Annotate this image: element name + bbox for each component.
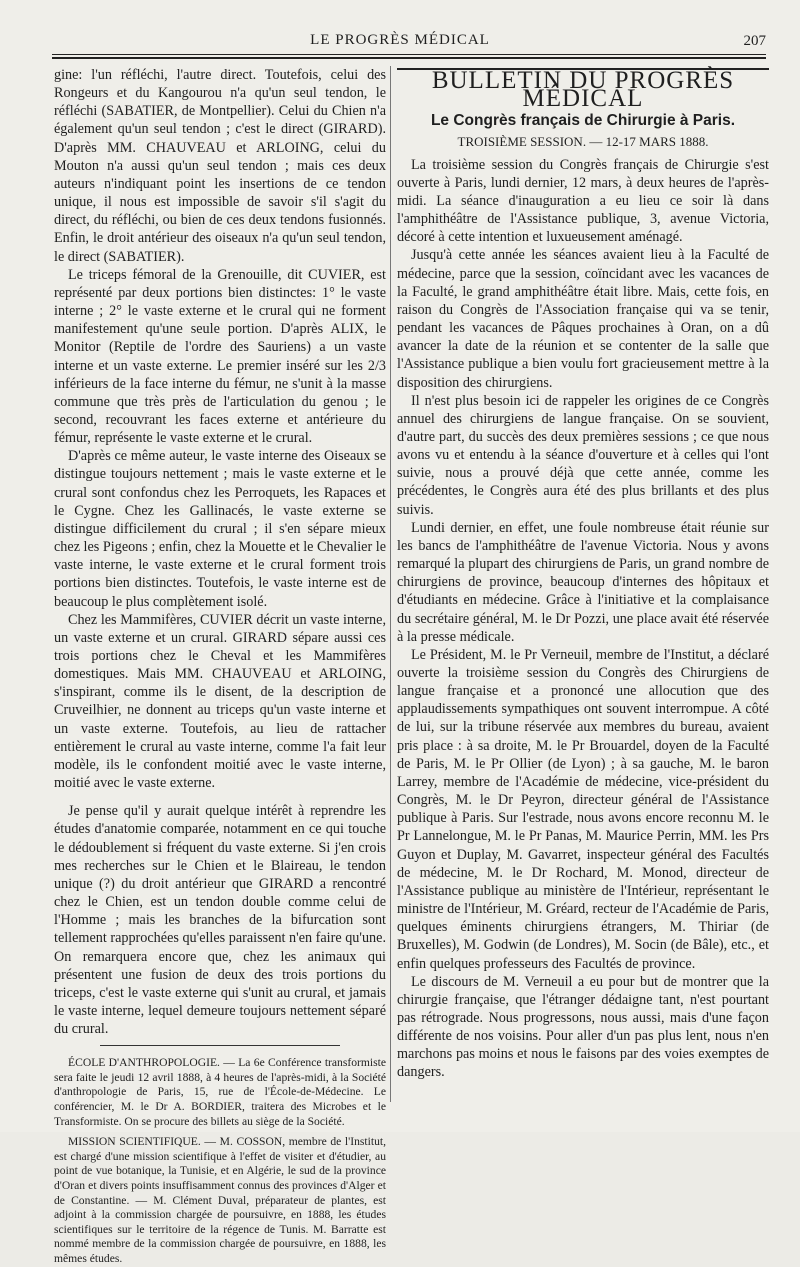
right-paragraph: Le discours de M. Verneuil a eu pour but de montrer que la chirurgie française, que l'étranger dédaigne tant, n'est pourtant pas rétrograde. Nous progressons, nous aussi, mais d'une façon différente de nos voisins. Pour aller d'un pas plus lent, nous n'en marchons pas moins et nous le faisons par des voies exemptes de dangers. bbox=[397, 973, 769, 1081]
running-head bbox=[0, 28, 800, 52]
session-line: TROISIÈME SESSION. — 12-17 MARS 1888. bbox=[457, 134, 709, 150]
column-divider bbox=[390, 66, 391, 1102]
right-column bbox=[397, 66, 769, 1110]
news-notes bbox=[54, 1056, 386, 1266]
right-paragraph: Jusqu'à cette année les séances avaient lieu à la Faculté de médecine, parce que la session, coïncidant avec les vacances de la Faculté, le grand amphithéâtre était libre. Mais, cette fois, en raison du Congrès de l'Association française qui va se tenir, pendant les vacances de Pâques prochaines à Oran, on a dû avancer la date de la réunion et se contenter de la salle que l'Assistance publique a bien voulu fort gracieusement mettre à la disposition des chirurgiens. bbox=[397, 247, 769, 391]
right-paragraph: Lundi dernier, en effet, une foule nombreuse était réunie sur les bancs de l'amphithéâtre de l'avenue Victoria. Nous y avons remarqué la plupart des chirurgiens de Paris, un grand nombre de chirurgiens de province, beaucoup d'internes des hôpitaux et d'étudiants en médecine. Grâce à l'initiative et la complaisance du secrétaire général, M. le Dr Pozzi, une place avait été réservée à la presse médicale. bbox=[397, 519, 769, 645]
bulletin-title: BULLETIN DU PROGRÈS MÉDICAL bbox=[397, 68, 769, 108]
right-paragraph: La troisième session du Congrès français de Chirurgie s'est ouverte à Paris, lundi dernier, 12 mars, à deux heures de l'après-midi. La séance d'inauguration a eu lieu ce soir là dans l'amphithéâtre de l'Assistance publique, 3, avenue Victoria, décoré à cette intention et luxueusement aménagé. bbox=[397, 156, 769, 246]
left-paragraph: Le triceps fémoral de la Grenouille, dit CUVIER, est représenté par deux portions bien distinctes: 1° le vaste interne ; 2° le vaste externe et le crural qui ne forment manifestement qu'une seule portion. D'après ALIX, le Monitor (Reptile de l'ordre des Sauriens) a un vaste interne et un vaste externe. Le premier inséré sur les 2/3 inférieurs de la face interne du fémur, ne s'unit à la masse commune que très près de l'articulation du genou ; le second, recouvrant les faces externe et antérieure du fémur, représente le vaste externe et le crural. bbox=[54, 266, 386, 447]
note-mission: MISSION SCIENTIFIQUE. — M. COSSON, membre de l'Institut, est chargé d'une mission scientifique à l'effet de visiter et d'étudier, au point de vue botanique, la Tunisie, et en Algérie, le sud de la province d'Oran et divers points insuffisamment connus des provinces d'Alger et de Constantine. — M. Clément Duval, préparateur de plantes, est adjoint à la commission chargée de poursuivre, en 1888, les études scientifiques sur le territoire de la régence de Tunis. M. Barratte est nommé membre de la commission chargée de poursuivre, en 1888, les mêmes études. bbox=[54, 1135, 386, 1265]
right-paragraph: Le Président, M. le Pr Verneuil, membre de l'Institut, a déclaré ouverte la troisième session du Congrès des Chirurgiens de langue française et a prononcé une allocution que des applaudissements sympathiques ont souvent interrompue. A côté de lui, sur la tribune réservée aux membres du bureau, avaient pris place : à sa droite, M. le Pr Brouardel, doyen de la Faculté de Paris, M. le Pr Ollier (de Lyon) ; à sa gauche, M. le baron Larrey, membre de l'Académie de médecine, vice-président du Congrès, M. le Dr Peyron, directeur général de l'Assistance publique à Paris. Sur l'estrade, nous avons encore reconnu M. le Pr Lannelongue, M. le Pr Panas, M. Maurice Perrin, MM. les Prs Guyon et Duplay, M. Gavarret, inspecteur général des Facultés de médecine, M. le Dr Rochard, M. Monod, directeur de l'Assistance publique au ministère de l'Intérieur, représentant le ministre de l'Intérieur, M. Gréard, recteur de l'Académie de Paris, quelques éminents chirurgiens étrangers, M. Thiriar (de Bruxelles), M. Godwin (de Londres), M. Socin (de Bâle), etc., et enfin quelques professeurs des Facultés de province. bbox=[397, 646, 769, 972]
article-subtitle: Le Congrès français de Chirurgie à Paris. bbox=[430, 112, 736, 130]
note-anthropology: ÉCOLE D'ANTHROPOLOGIE. — La 6e Conférence transformiste sera faite le jeudi 12 avril 1888, à 4 heures de l'après-midi, à la Société d'anthropologie de Paris, 15, rue de l'École-de-Médecine. Le conférencier, M. le Dr A. BORDIER, traitera des Microbes et le Transformiste. On se procure des billets au siège de la Société. bbox=[54, 1056, 386, 1128]
running-title: LE PROGRÈS MÉDICAL bbox=[310, 32, 490, 48]
right-paragraph: Il n'est plus besoin ici de rappeler les origines de ce Congrès annuel des chirurgiens de langue française. On se souvient, d'autre part, du succès des deux premières sessions ; ce que nous avons vu et entendu à la séance d'ouverture et à celles qui l'ont suivie, nous a prouvé déjà que cette année, comme les précédentes, le Congrès aura été des plus brillants et des plus suivis. bbox=[397, 392, 769, 518]
left-paragraph: Je pense qu'il y aurait quelque intérêt à reprendre les études d'anatomie comparée, notamment en ce qui touche le dédoublement si fréquent du vaste externe. Si j'en crois mes recherches sur le Chien et le Blaireau, le tendon unique (?) du droit antérieur que GIRARD a rencontré chez le Chien, est un tendon double comme celui de l'Homme ; mais les branches de la bifurcation sont tellement rapprochées qu'elles paraissent n'en faire qu'une. On remarquera encore que, chez les animaux qui présentent une fusion de deux des trois portions du triceps, c'est le vaste externe qui s'unit au crural, et jamais le vaste interne, lequel demeure toujours nettement séparé du crural. bbox=[54, 803, 386, 1038]
left-paragraph: gine: l'un réfléchi, l'autre direct. Toutefois, celui des Rongeurs et du Kangourou n'a qu'un seul tendon, le réfléchi (SABATIER, de Montpellier). Celui du Chien n'a également qu'un seul tendon ; c'est le direct (GIRARD). D'après MM. CHAUVEAU et ARLOING, celui du Mouton n'a aussi qu'un seul tendon ; mais ces deux auteurs n'indiquant point les insertions de ce tendon unique, il nous est impossible de savoir s'il s'agit du direct, du réfléchi, ou bien de ces deux tendons fusionnés. Enfin, le droit antérieur des oiseaux n'a qu'un seul tendon, le direct (SABATIER). bbox=[54, 67, 386, 265]
page-number: 207 bbox=[743, 33, 766, 49]
section-divider bbox=[100, 1045, 340, 1046]
left-paragraph: Chez les Mammifères, CUVIER décrit un vaste interne, un vaste externe et un crural. GIRARD sépare aussi ces trois portions chez le Cheval et les Mammifères domestiques. Mais MM. CHAUVEAU et ARLOING, s'inspirant, comme ils le disent, de la description de Cruveilhier, ne donnent au triceps qu'un vaste interne et un vaste externe. Toutefois, au lieu de rattacher entièrement le crural au vaste interne, comme l'a fait leur modèle, ils le confondent moitié avec le vaste interne, moitié avec le vaste externe. bbox=[54, 611, 386, 792]
header-rule bbox=[52, 54, 766, 59]
left-paragraph: D'après ce même auteur, le vaste interne des Oiseaux se distingue toujours nettement ; mais le vaste externe et le crural sont confondus chez les Perroquets, les Rapaces et le Cygne. Chez les Gallinacés, le vaste externe se distingue difficilement du crural ; il s'en sépare mieux chez les Pigeons ; enfin, chez la Mouette et le Chevalier le vaste interne, le vaste externe et le crural forment trois portions bien distinctes. Toutefois, le vaste interne est de beaucoup le plus complètement isolé. bbox=[54, 448, 386, 610]
left-column bbox=[54, 66, 386, 1265]
